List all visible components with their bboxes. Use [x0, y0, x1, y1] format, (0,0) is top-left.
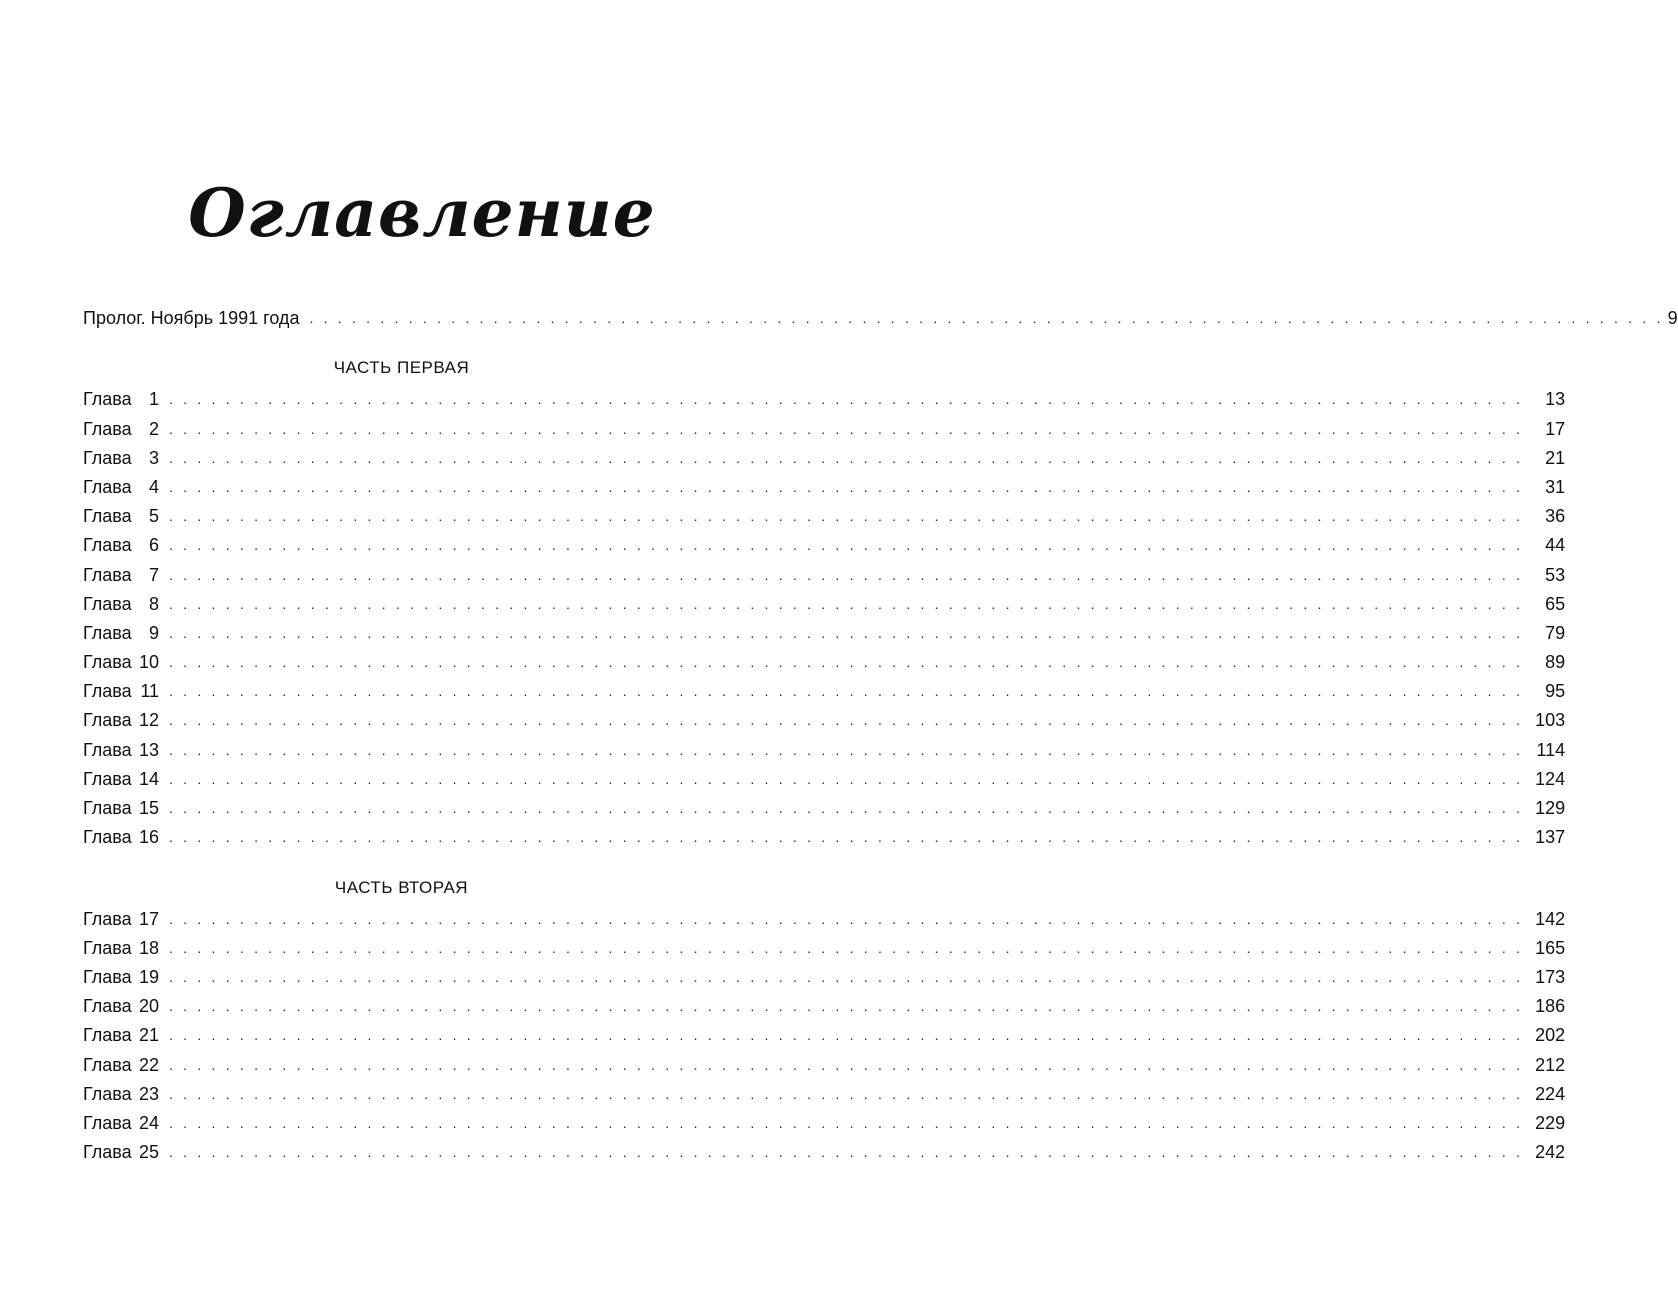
dot-leader: . . . . . . . . . . . . . . . . . . . . . . . . . . . . . . . . . . . . . . . . . . . . . . . . . . . . . . . . . . . . . . . . . . . . . . . . . . . . . . . . . . . . . . . . . . . . . . . .: [169, 829, 1524, 846]
toc-page-number: 129: [1535, 798, 1566, 818]
toc-page-number: 36: [1545, 506, 1566, 527]
toc-page-number: 21: [1545, 447, 1566, 468]
dot-leader: . . . . . . . . . . . . . . . . . . . . . . . . . . . . . . . . . . . . . . . . . . . . . . . . . . . . . . . . . . . . . . . . . . . . . . . . . . . . . . . . . . . . . . . . . . . . . . . .: [169, 1056, 1524, 1073]
chapter-word: Глава: [83, 966, 132, 987]
toc-page-number: 229: [1535, 1112, 1566, 1133]
dot-leader: . . . . . . . . . . . . . . . . . . . . . . . . . . . . . . . . . . . . . . . . . . . . . . . . . . . . . . . . . . . . . . . . . . . . . . . . . . . . . . . . . . . . . . . . . . . . . . . .: [169, 391, 1524, 408]
chapter-number: 9: [148, 622, 159, 643]
toc-page-number: 124: [1535, 768, 1566, 789]
toc-page-number: 9: [1667, 308, 1678, 328]
chapter-number: 7: [148, 564, 159, 585]
chapter-number: 10: [138, 652, 159, 673]
toc-page-number: 202: [1535, 1025, 1566, 1046]
dot-leader: . . . . . . . . . . . . . . . . . . . . . . . . . . . . . . . . . . . . . . . . . . . . . . . . . . . . . . . . . . . . . . . . . . . . . . . . . . . . . . . . . . . . . . . . . . . . . . . .: [169, 1114, 1524, 1131]
toc-row-chapter[interactable]: [83, 823, 1566, 852]
part-chapter-list: [83, 905, 1566, 1168]
toc-row-chapter[interactable]: [83, 1138, 1566, 1167]
toc-row-chapter[interactable]: [83, 648, 1566, 677]
toc-row-chapter[interactable]: [83, 1051, 1566, 1080]
chapter-word: Глава: [83, 506, 132, 527]
toc-row-chapter[interactable]: [83, 794, 1566, 823]
toc-page-number: 13: [1545, 389, 1566, 410]
toc-entry-label: [83, 1021, 159, 1050]
chapter-number: 25: [138, 1142, 159, 1163]
dot-leader: . . . . . . . . . . . . . . . . . . . . . . . . . . . . . . . . . . . . . . . . . . . . . . . . . . . . . . . . . . . . . . . . . . . . . . . . . . . . . . . . . . . . . . . . . . . . . . . .: [169, 595, 1524, 612]
toc-page-number: 44: [1545, 535, 1566, 556]
chapter-number: 22: [138, 1054, 159, 1075]
part-heading: ЧАСТЬ ВТОРАЯ: [334, 878, 469, 898]
toc-entry-label: [83, 415, 159, 444]
toc-row-chapter[interactable]: [83, 590, 1566, 619]
chapter-number: 5: [148, 506, 159, 527]
dot-leader: . . . . . . . . . . . . . . . . . . . . . . . . . . . . . . . . . . . . . . . . . . . . . . . . . . . . . . . . . . . . . . . . . . . . . . . . . . . . . . . . . . . . . . . . . . . . . . . .: [169, 770, 1524, 787]
chapter-word: Глава: [83, 996, 132, 1017]
toc-row-chapter[interactable]: [83, 992, 1566, 1021]
toc-row-chapter[interactable]: [83, 473, 1566, 502]
chapter-number: 12: [138, 710, 159, 731]
toc-entry-label: [83, 736, 159, 765]
chapter-word: Глава: [83, 622, 132, 643]
toc-row-chapter[interactable]: [83, 905, 1566, 934]
chapter-word: Глава: [83, 768, 132, 789]
dot-leader: . . . . . . . . . . . . . . . . . . . . . . . . . . . . . . . . . . . . . . . . . . . . . . . . . . . . . . . . . . . . . . . . . . . . . . . . . . . . . . . . . . . . . . . . . . . . . . . .: [169, 741, 1524, 758]
toc-row-chapter[interactable]: [83, 385, 1566, 414]
dot-leader: . . . . . . . . . . . . . . . . . . . . . . . . . . . . . . . . . . . . . . . . . . . . . . . . . . . . . . . . . . . . . . . . . . . . . . . . . . . . . . . . . . . . . . . . . . . . . . . .: [169, 800, 1524, 816]
toc-row-chapter[interactable]: [83, 1109, 1566, 1138]
dot-leader: . . . . . . . . . . . . . . . . . . . . . . . . . . . . . . . . . . . . . . . . . . . . . . . . . . . . . . . . . . . . . . . . . . . . . . . . . . . . . . . . . . . . . . . . . . . . . . . .: [169, 478, 1524, 495]
chapter-number: 18: [138, 937, 159, 958]
toc-entry-label: [83, 794, 159, 823]
dot-leader: . . . . . . . . . . . . . . . . . . . . . . . . . . . . . . . . . . . . . . . . . . . . . . . . . . . . . . . . . . . . . . . . . . . . . . . . . . . . . . . . . . . . . . . . . . . . . . . .: [169, 968, 1524, 985]
toc-row-chapter[interactable]: [83, 502, 1566, 531]
page-title: Оглавление: [188, 174, 656, 252]
toc-row-chapter[interactable]: [83, 706, 1566, 735]
chapter-word: Глава: [83, 681, 132, 702]
toc-entry-label: [83, 1109, 159, 1138]
toc-page-number: 186: [1535, 996, 1566, 1017]
toc-row-chapter[interactable]: [83, 963, 1566, 992]
toc-entry-label: [83, 648, 159, 677]
chapter-word: Глава: [83, 652, 132, 673]
toc-entry-label: [83, 619, 159, 648]
chapter-word: Глава: [83, 1142, 132, 1163]
chapter-word: Глава: [83, 476, 132, 497]
toc-entry-label: [83, 590, 159, 619]
dot-leader: . . . . . . . . . . . . . . . . . . . . . . . . . . . . . . . . . . . . . . . . . . . . . . . . . . . . . . . . . . . . . . . . . . . . . . . . . . . . . . . . . . . . . . . . . . . . . . . .: [169, 566, 1524, 583]
chapter-word: Глава: [83, 937, 132, 958]
dot-leader: . . . . . . . . . . . . . . . . . . . . . . . . . . . . . . . . . . . . . . . . . . . . . . . . . . . . . . . . . . . . . . . . . . . . . . . . . . . . . . . . . . . . . . . . . . . . . . . .: [169, 910, 1524, 927]
chapter-word: Глава: [83, 447, 132, 468]
toc-entry-label: Пролог. Ноябрь 1991 года: [83, 308, 300, 328]
dot-leader: . . . . . . . . . . . . . . . . . . . . . . . . . . . . . . . . . . . . . . . . . . . . . . . . . . . . . . . . . . . . . . . . . . . . . . . . . . . . . . . . . . . . . . . . . . . . . . . .: [169, 712, 1524, 729]
toc-entry-label: [83, 1138, 159, 1167]
toc-entry-label: [83, 706, 159, 735]
toc-entry-label: [83, 992, 159, 1021]
chapter-number: 13: [138, 739, 159, 760]
toc-entry-label: [83, 1051, 159, 1080]
chapter-word: Глава: [83, 418, 132, 439]
chapter-number: 14: [138, 768, 159, 789]
chapter-number: 6: [148, 535, 159, 556]
toc-page-number: 65: [1545, 593, 1566, 614]
toc-row-chapter[interactable]: [83, 736, 1566, 765]
chapter-number: 17: [138, 908, 159, 929]
toc-entry-label: [83, 765, 159, 794]
toc-row-chapter[interactable]: [83, 619, 1566, 648]
toc-page-number: 165: [1535, 937, 1566, 958]
toc-entry-label: [83, 473, 159, 502]
dot-leader: . . . . . . . . . . . . . . . . . . . . . . . . . . . . . . . . . . . . . . . . . . . . . . . . . . . . . . . . . . . . . . . . . . . . . . . . . . . . . . . . . . . . . . . . . . . . . . . .: [169, 654, 1524, 671]
toc-page-number: 31: [1545, 476, 1566, 497]
dot-leader: . . . . . . . . . . . . . . . . . . . . . . . . . . . . . . . . . . . . . . . . . . . . . . . . . . . . . . . . . . . . . . . . . . . . . . . . . . . . . . . . . . . . . . . . . . . . . . . .: [309, 310, 1664, 326]
dot-leader: . . . . . . . . . . . . . . . . . . . . . . . . . . . . . . . . . . . . . . . . . . . . . . . . . . . . . . . . . . . . . . . . . . . . . . . . . . . . . . . . . . . . . . . . . . . . . . . .: [169, 1085, 1524, 1102]
toc-page-number: 224: [1535, 1083, 1566, 1104]
chapter-word: Глава: [83, 1083, 132, 1104]
toc-page-number: 95: [1545, 681, 1566, 702]
chapter-number: 3: [148, 447, 159, 468]
toc-page-number: 137: [1535, 827, 1566, 848]
part-chapter-list: [83, 385, 1566, 852]
toc-page-number: 89: [1545, 652, 1566, 673]
chapter-number: 11: [140, 681, 159, 702]
chapter-word: Глава: [83, 710, 132, 731]
part-heading: ЧАСТЬ ПЕРВАЯ: [333, 358, 470, 378]
dot-leader: . . . . . . . . . . . . . . . . . . . . . . . . . . . . . . . . . . . . . . . . . . . . . . . . . . . . . . . . . . . . . . . . . . . . . . . . . . . . . . . . . . . . . . . . . . . . . . . .: [169, 508, 1524, 525]
dot-leader: . . . . . . . . . . . . . . . . . . . . . . . . . . . . . . . . . . . . . . . . . . . . . . . . . . . . . . . . . . . . . . . . . . . . . . . . . . . . . . . . . . . . . . . . . . . . . . . .: [169, 537, 1524, 554]
toc-entry-label: [83, 905, 159, 934]
table-of-contents: [83, 304, 1678, 1167]
chapter-number: 15: [138, 798, 159, 818]
toc-row-chapter[interactable]: [83, 1021, 1566, 1050]
chapter-number: 19: [138, 966, 159, 987]
chapter-word: Глава: [83, 389, 132, 410]
dot-leader: . . . . . . . . . . . . . . . . . . . . . . . . . . . . . . . . . . . . . . . . . . . . . . . . . . . . . . . . . . . . . . . . . . . . . . . . . . . . . . . . . . . . . . . . . . . . . . . .: [169, 449, 1524, 466]
chapter-number: 21: [138, 1025, 159, 1046]
chapter-number: 2: [148, 418, 159, 439]
toc-entry-label: [83, 1080, 159, 1109]
chapter-word: Глава: [83, 739, 132, 760]
toc-entry-label: [83, 677, 159, 706]
chapter-number: 8: [148, 593, 159, 614]
chapter-word: Глава: [83, 1025, 132, 1046]
chapter-number: 20: [138, 996, 159, 1017]
chapter-word: Глава: [83, 1054, 132, 1075]
dot-leader: . . . . . . . . . . . . . . . . . . . . . . . . . . . . . . . . . . . . . . . . . . . . . . . . . . . . . . . . . . . . . . . . . . . . . . . . . . . . . . . . . . . . . . . . . . . . . . . .: [169, 420, 1524, 437]
chapter-number: 24: [138, 1112, 159, 1133]
chapter-word: Глава: [83, 564, 132, 585]
toc-page-number: 212: [1535, 1054, 1566, 1075]
toc-page-number: 79: [1545, 622, 1566, 643]
chapter-word: Глава: [83, 827, 132, 848]
toc-row-chapter[interactable]: [83, 561, 1566, 590]
chapter-word: Глава: [83, 593, 132, 614]
chapter-number: 4: [148, 476, 159, 497]
dot-leader: . . . . . . . . . . . . . . . . . . . . . . . . . . . . . . . . . . . . . . . . . . . . . . . . . . . . . . . . . . . . . . . . . . . . . . . . . . . . . . . . . . . . . . . . . . . . . . . .: [169, 939, 1524, 956]
toc-entry-label: [83, 444, 159, 473]
chapter-word: Глава: [83, 798, 132, 818]
toc-page-number: 173: [1535, 966, 1566, 987]
toc-page-number: 142: [1535, 908, 1566, 929]
toc-entry-label: [83, 823, 159, 852]
toc-page-number: 103: [1535, 710, 1566, 731]
chapter-number: 1: [148, 389, 159, 410]
dot-leader: . . . . . . . . . . . . . . . . . . . . . . . . . . . . . . . . . . . . . . . . . . . . . . . . . . . . . . . . . . . . . . . . . . . . . . . . . . . . . . . . . . . . . . . . . . . . . . . .: [169, 1144, 1524, 1161]
toc-row-chapter[interactable]: [83, 677, 1566, 706]
toc-page-number: 17: [1545, 418, 1566, 439]
toc-page-number: 114: [1536, 739, 1566, 760]
dot-leader: . . . . . . . . . . . . . . . . . . . . . . . . . . . . . . . . . . . . . . . . . . . . . . . . . . . . . . . . . . . . . . . . . . . . . . . . . . . . . . . . . . . . . . . . . . . . . . . .: [169, 683, 1524, 700]
toc-row-chapter[interactable]: [83, 934, 1566, 963]
toc-row-chapter[interactable]: [83, 444, 1566, 473]
chapter-number: 16: [138, 827, 159, 848]
toc-page-number: 242: [1535, 1142, 1566, 1163]
toc-entry-label: [83, 963, 159, 992]
dot-leader: . . . . . . . . . . . . . . . . . . . . . . . . . . . . . . . . . . . . . . . . . . . . . . . . . . . . . . . . . . . . . . . . . . . . . . . . . . . . . . . . . . . . . . . . . . . . . . . .: [169, 998, 1524, 1015]
toc-entry-label: [83, 934, 159, 963]
toc-entry-label: [83, 531, 159, 560]
toc-entry-label: [83, 385, 159, 414]
toc-entry-label: [83, 502, 159, 531]
toc-row-prologue[interactable]: [83, 304, 1678, 333]
dot-leader: . . . . . . . . . . . . . . . . . . . . . . . . . . . . . . . . . . . . . . . . . . . . . . . . . . . . . . . . . . . . . . . . . . . . . . . . . . . . . . . . . . . . . . . . . . . . . . . .: [169, 624, 1524, 641]
toc-page-number: 53: [1545, 564, 1566, 585]
toc-row-chapter[interactable]: [83, 415, 1566, 444]
chapter-word: Глава: [83, 535, 132, 556]
toc-row-chapter[interactable]: [83, 765, 1566, 794]
chapter-word: Глава: [83, 1112, 132, 1133]
dot-leader: . . . . . . . . . . . . . . . . . . . . . . . . . . . . . . . . . . . . . . . . . . . . . . . . . . . . . . . . . . . . . . . . . . . . . . . . . . . . . . . . . . . . . . . . . . . . . . . .: [169, 1027, 1524, 1044]
toc-row-chapter[interactable]: [83, 1080, 1566, 1109]
toc-row-chapter[interactable]: [83, 531, 1566, 560]
chapter-word: Глава: [83, 908, 132, 929]
chapter-number: 23: [138, 1083, 159, 1104]
toc-entry-label: [83, 561, 159, 590]
